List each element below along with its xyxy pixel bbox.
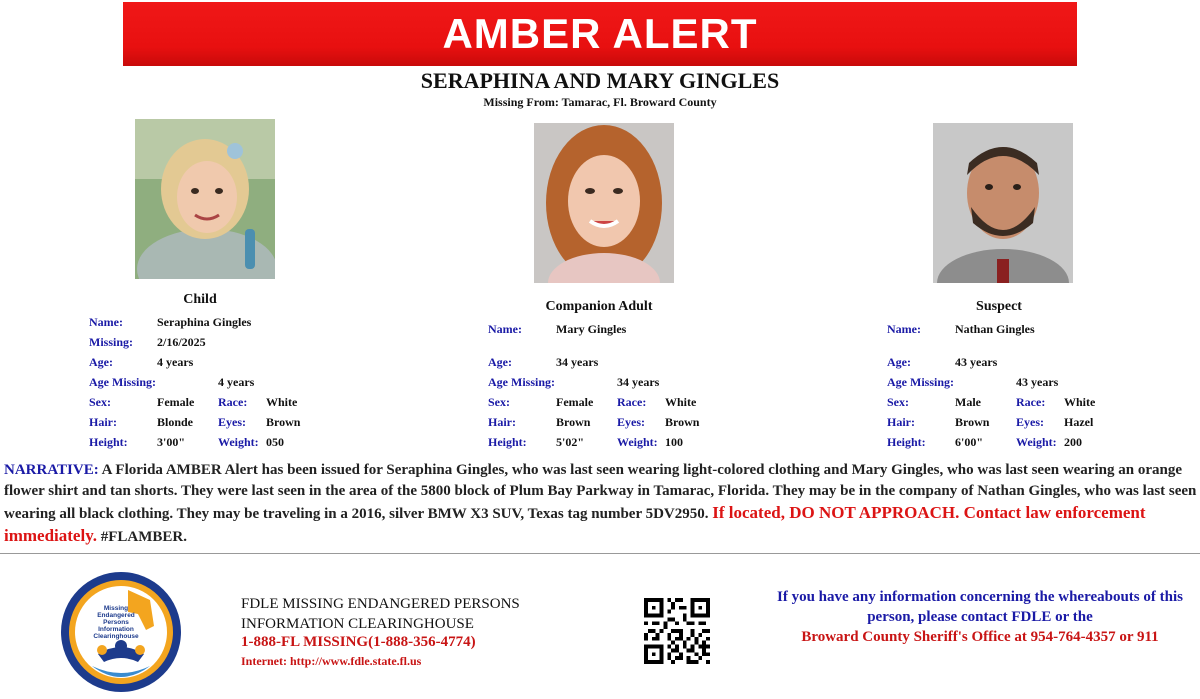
- contact-line3: Broward County Sheriff's Office at 954-764-4357 or 911: [801, 629, 1159, 645]
- amber-alert-banner: [123, 2, 1077, 66]
- qr-code-icon: [643, 598, 711, 664]
- child-age: 4 years: [157, 355, 194, 369]
- narrative: [4, 460, 1198, 548]
- child-height: 3'00": [157, 435, 185, 449]
- child-height-label: Height:: [89, 435, 128, 449]
- narrative-warning: If located, DO NOT APPROACH. Contact law enforcement immediately.: [4, 503, 1146, 545]
- companion-race: White: [665, 395, 697, 409]
- companion-sex-label: Sex:: [488, 395, 510, 409]
- child-missing: 2/16/2025: [157, 335, 206, 349]
- child-weight-label: Weight:: [218, 435, 259, 449]
- child-eyes: Brown: [266, 415, 301, 429]
- companion-height-label: Height:: [488, 435, 527, 449]
- suspect-age: 43 years: [955, 355, 998, 369]
- svg-text:Information: Information: [98, 626, 134, 633]
- companion-hair: Brown: [556, 415, 591, 429]
- fdle-line2: INFORMATION CLEARINGHOUSE: [241, 616, 474, 632]
- suspect-eyes: Hazel: [1064, 415, 1094, 429]
- companion-age-label: Age:: [488, 355, 512, 369]
- companion-heading: Companion Adult: [545, 299, 653, 314]
- child-eyes-label: Eyes:: [218, 415, 246, 429]
- companion-age-missing-label: Age Missing:: [488, 375, 555, 389]
- companion-name: Mary Gingles: [556, 322, 627, 336]
- suspect-height: 6'00": [955, 435, 983, 449]
- suspect-sex-label: Sex:: [887, 395, 909, 409]
- svg-text:Endangered: Endangered: [97, 612, 135, 619]
- svg-text:Clearinghouse: Clearinghouse: [93, 633, 139, 640]
- divider: [0, 553, 1200, 554]
- child-race-label: Race:: [218, 395, 248, 409]
- child-name-label: Name:: [89, 315, 123, 329]
- companion-sex: Female: [556, 395, 594, 409]
- child-race: White: [266, 395, 298, 409]
- child-sex-label: Sex:: [89, 395, 111, 409]
- suspect-race: White: [1064, 395, 1096, 409]
- fdle-internet: Internet: http://www.fdle.state.fl.us: [241, 654, 422, 668]
- suspect-sex: Male: [955, 395, 981, 409]
- companion-weight-label: Weight:: [617, 435, 658, 449]
- child-age-missing-label: Age Missing:: [89, 375, 156, 389]
- companion-age-missing: 34 years: [617, 375, 660, 389]
- suspect-weight-label: Weight:: [1016, 435, 1057, 449]
- suspect-name: Nathan Gingles: [955, 322, 1035, 336]
- suspect-weight: 200: [1064, 435, 1082, 449]
- child-missing-label: Missing:: [89, 335, 134, 349]
- child-sex: Female: [157, 395, 195, 409]
- suspect-name-label: Name:: [887, 322, 921, 336]
- alert-title: SERAPHINA AND MARY GINGLES: [420, 68, 780, 93]
- suspect-age-label: Age:: [887, 355, 911, 369]
- fdle-block: [241, 594, 520, 634]
- suspect-photo: [933, 123, 1073, 283]
- child-age-missing: 4 years: [218, 375, 255, 389]
- child-photo: [135, 119, 275, 279]
- fdle-line1: FDLE MISSING ENDANGERED PERSONS: [241, 596, 520, 612]
- fdle-phone: 1-888-FL MISSING(1-888-356-4774): [241, 634, 476, 650]
- child-weight: 050: [266, 435, 284, 449]
- companion-eyes: Brown: [665, 415, 700, 429]
- child-hair: Blonde: [157, 415, 194, 429]
- contact-line2: person, please contact FDLE or the: [867, 609, 1093, 625]
- companion-height: 5'02": [556, 435, 584, 449]
- companion-race-label: Race:: [617, 395, 647, 409]
- suspect-age-missing: 43 years: [1016, 375, 1059, 389]
- clearinghouse-seal-icon: [58, 570, 184, 694]
- contact-line1: If you have any information concerning the whereabouts of this: [777, 589, 1183, 605]
- companion-name-label: Name:: [488, 322, 522, 336]
- child-age-label: Age:: [89, 355, 113, 369]
- contact-info: [760, 587, 1200, 647]
- child-hair-label: Hair:: [89, 415, 117, 429]
- child-heading: Child: [183, 292, 217, 307]
- child-name: Seraphina Gingles: [157, 315, 252, 329]
- companion-eyes-label: Eyes:: [617, 415, 645, 429]
- suspect-hair-label: Hair:: [887, 415, 915, 429]
- suspect-height-label: Height:: [887, 435, 926, 449]
- narrative-hashtag: #FLAMBER.: [97, 529, 188, 545]
- missing-from: Missing From: Tamarac, Fl. Broward County: [483, 95, 717, 109]
- svg-text:Missing: Missing: [103, 605, 129, 612]
- suspect-race-label: Race:: [1016, 395, 1046, 409]
- companion-age: 34 years: [556, 355, 599, 369]
- narrative-body: A Florida AMBER Alert has been issued for Seraphina Gingles, who was last seen wearing light-colored clothing and Mary Gingles, who was last seen wearing an orange flower shirt and tan shorts. They were last seen in the area of the 5800 block of Plum Bay Parkway in Tamarac, Florida. They may be in the company of Nathan Gingles, who was last seen wearing all black clothing. They may be traveling in a 2016, silver BMW X3 SUV, Texas tag number 5DV2950.: [4, 462, 1197, 522]
- narrative-label: NARRATIVE:: [4, 462, 99, 478]
- svg-text:Persons: Persons: [103, 619, 129, 626]
- suspect-age-missing-label: Age Missing:: [887, 375, 954, 389]
- suspect-heading: Suspect: [976, 299, 1022, 314]
- suspect-eyes-label: Eyes:: [1016, 415, 1044, 429]
- companion-hair-label: Hair:: [488, 415, 516, 429]
- banner-text: AMBER ALERT: [442, 10, 758, 57]
- companion-photo: [534, 123, 674, 283]
- companion-weight: 100: [665, 435, 683, 449]
- suspect-hair: Brown: [955, 415, 990, 429]
